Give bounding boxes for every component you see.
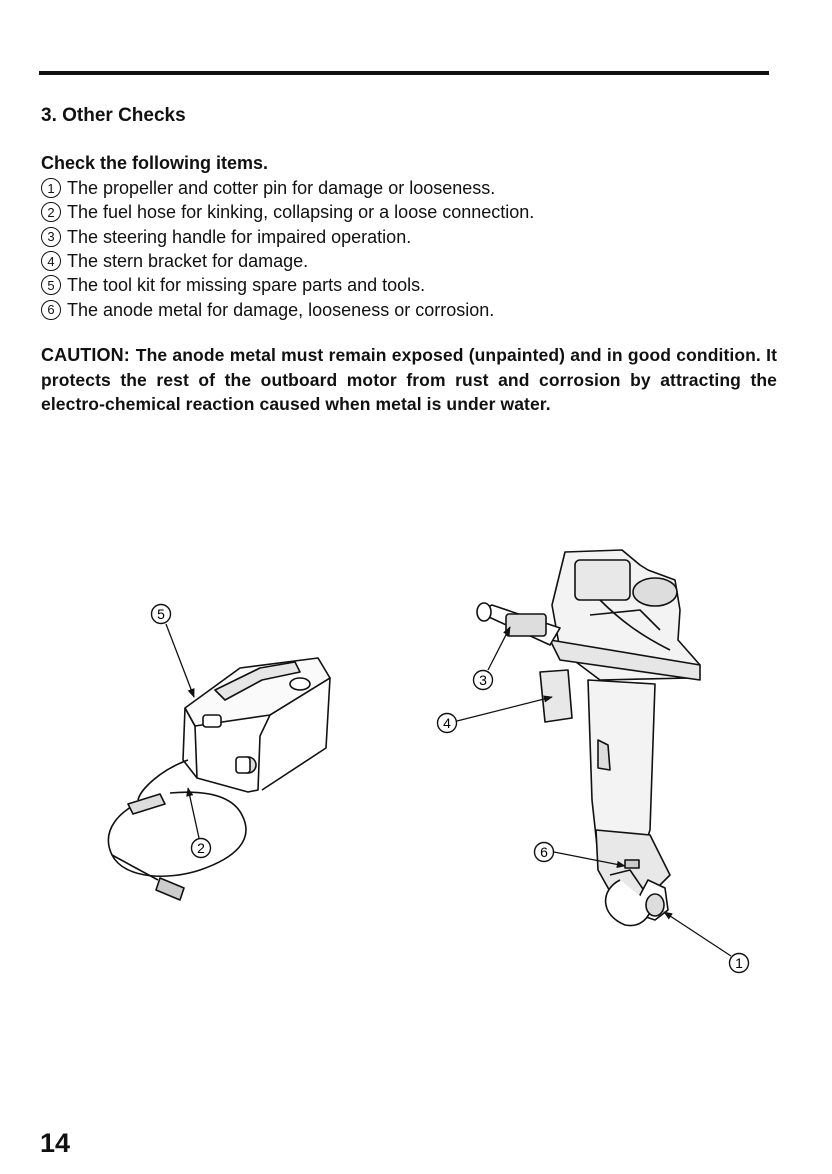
item-number: 1 [41,178,61,198]
callout-2 [188,788,211,858]
item-number: 2 [41,202,61,222]
item-number: 3 [41,227,61,247]
callout-number: 6 [540,844,548,860]
item-number: 5 [41,275,61,295]
callout-number: 2 [197,840,205,856]
checklist-intro: Check the following items. [41,153,269,173]
item-text: The tool kit for missing spare parts and tools. [67,275,426,296]
callout-number: 5 [157,606,165,622]
item-text: The anode metal for damage, looseness or corrosion. [67,299,495,320]
caution-label: CAUTION: [41,345,130,365]
callout-number: 3 [479,672,487,688]
outboard-motor-illustration [477,550,700,926]
item-number: 4 [41,251,61,271]
callout-number: 1 [735,955,743,971]
section-heading: 3. Other Checks [41,105,186,126]
item-text: The fuel hose for kinking, collapsing or a loose connection. [67,202,535,223]
item-number: 6 [41,300,61,320]
item-text: The propeller and cotter pin for damage or looseness. [67,178,496,199]
fuel-tank-illustration [108,658,330,900]
page-number: 14 [40,1128,71,1158]
callout-number: 4 [443,715,451,731]
callout-5 [152,605,195,698]
callout-3 [474,627,511,690]
callout-4 [438,697,553,733]
item-text: The stern bracket for damage. [67,251,309,272]
item-text: The steering handle for impaired operation. [67,226,412,247]
caution-text: The anode metal must remain exposed (unpainted) and in good condition. It protects the rest of the outboard motor from rust and corrosion by attracting the electro-chemical reaction caused when metal is under water. [41,345,777,414]
callout-1 [664,912,749,973]
